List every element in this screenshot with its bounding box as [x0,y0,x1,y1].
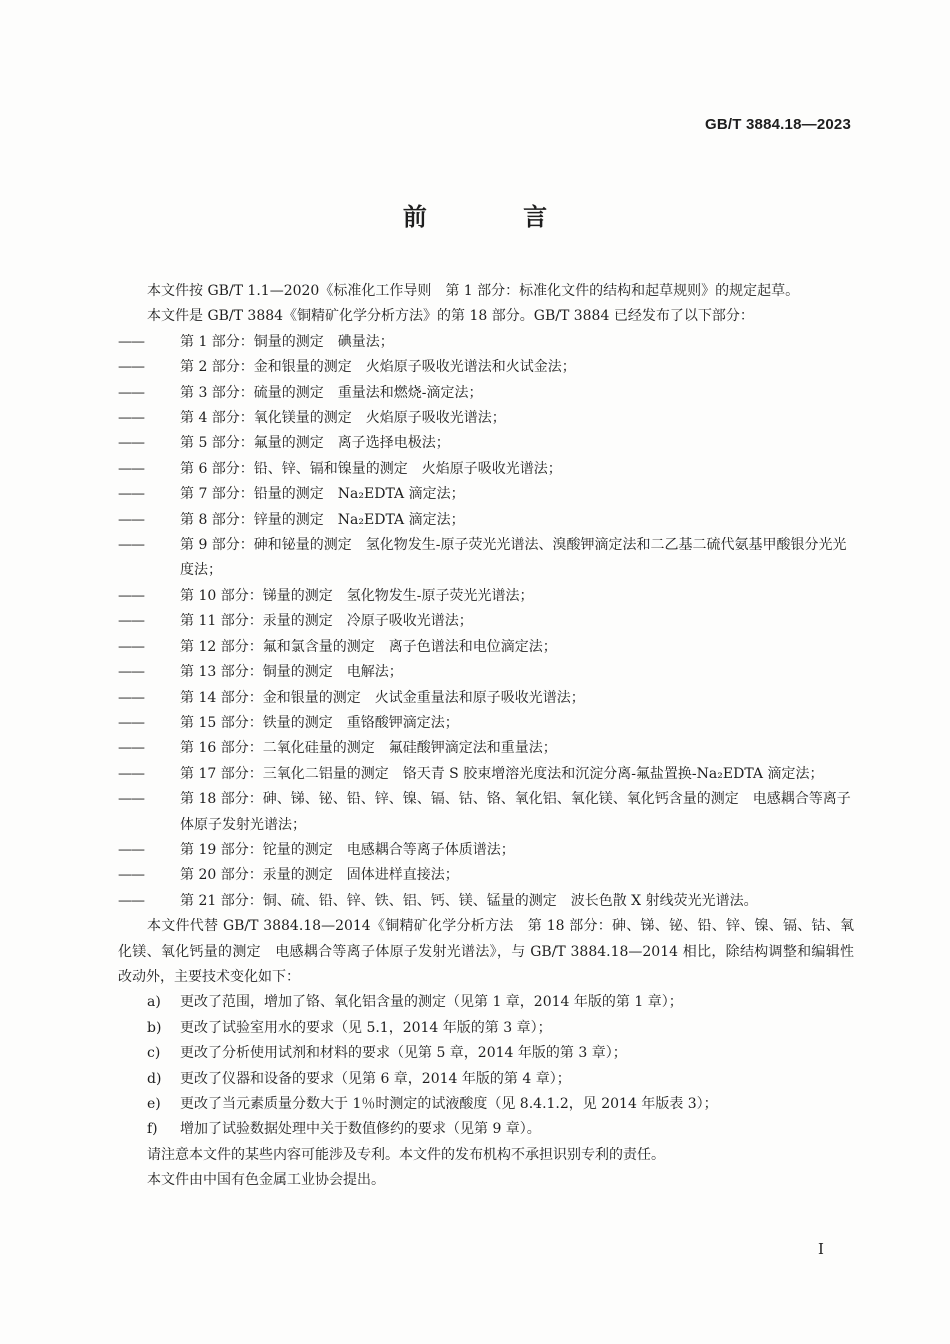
part-list-item [118,355,854,380]
change-marker: e) [147,1096,161,1112]
part-text: 第 6 部分：铅、锌、镉和镍量的测定 火焰原子吸收光谱法； [180,460,562,477]
part-list-item [118,762,854,787]
change-item [118,1041,854,1066]
part-text: 第 21 部分：铜、硫、铅、锌、铁、铝、钙、镁、锰量的测定 波长色散 X 射线荧光光谱法。 [180,892,758,909]
proposer-note: 本文件由中国有色金属工业协会提出。 [147,1172,385,1189]
part-list-item [118,838,854,863]
part-text: 第 16 部分：二氧化硅量的测定 氟硅酸钾滴定法和重量法； [180,740,557,757]
change-item [118,1117,854,1142]
part-text: 第 18 部分：砷、锑、铋、铅、锌、镍、镉、钴、铬、氧化铝、氧化镁、氧化钙含量的测定 电感耦合等离子体原子发射光谱法； [180,791,851,833]
dash-marker: —— [118,613,144,630]
part-text: 第 4 部分：氧化镁量的测定 火焰原子吸收光谱法； [180,410,506,427]
change-marker: a) [147,994,161,1011]
part-list-item [118,533,854,584]
part-text: 第 19 部分：铊量的测定 电感耦合等离子体质谱法； [180,841,515,858]
part-list-item [118,863,854,888]
change-text: 更改了分析使用试剂和材料的要求（见第 5 章，2014 年版的第 3 章）； [180,1045,627,1062]
change-text: 更改了试验室用水的要求（见 5.1，2014 年版的第 3 章）； [180,1019,552,1036]
dash-marker: —— [118,664,144,681]
part-text: 第 7 部分：铅量的测定 Na₂EDTA 滴定法； [180,486,465,503]
intro-paragraph: 本文件按 GB/T 1.1—2020《标准化工作导则 第 1 部分：标准化文件的结构和起草规则》的规定起草。 [147,283,800,299]
change-item [118,1016,854,1041]
change-marker: d) [147,1070,162,1087]
part-text: 第 10 部分：锑量的测定 氢化物发生-原子荧光光谱法； [180,587,534,604]
change-text: 更改了仪器和设备的要求（见第 6 章，2014 年版的第 4 章）； [180,1070,571,1087]
part-list-item [118,431,854,456]
change-item [118,990,854,1015]
part-list-item [118,584,854,609]
dash-marker: —— [118,587,144,604]
dash-marker: —— [118,765,144,782]
part-list-item [118,482,854,507]
dash-marker: —— [118,460,144,477]
part-list-item [118,330,854,355]
change-text: 更改了范围，增加了铬、氧化铝含量的测定（见第 1 章，2014 年版的第 1 章）； [180,994,683,1011]
part-text: 第 8 部分：锌量的测定 Na₂EDTA 滴定法； [180,511,465,528]
dash-marker: —— [118,892,144,909]
dash-marker: —— [118,714,144,731]
dash-marker: —— [118,511,144,528]
part-text: 第 15 部分：铁量的测定 重铬酸钾滴定法； [180,714,459,731]
part-list-item [118,686,854,711]
dash-marker: —— [118,740,144,757]
change-marker: f) [147,1121,158,1138]
part-text: 第 14 部分：金和银量的测定 火试金重量法和原子吸收光谱法； [180,689,585,706]
standard-number: GB/T 3884.18—2023 [705,116,851,133]
part-list-item [118,787,854,838]
part-text: 第 5 部分：氟量的测定 离子选择电极法； [180,435,450,452]
dash-marker: —— [118,486,144,503]
dash-marker: —— [118,410,144,427]
part-text: 第 9 部分：砷和铋量的测定 氢化物发生-原子荧光光谱法、溴酸钾滴定法和二乙基二硫代氨基甲酸银分光光度法； [180,537,847,579]
part-list-item [118,457,854,482]
dash-marker: —— [118,841,144,858]
dash-marker: —— [118,384,144,401]
change-item [118,1067,854,1092]
part-list-item [118,736,854,761]
part-list-item [118,406,854,431]
dash-marker: —— [118,791,144,808]
page-number: I [818,1240,824,1258]
part-list-item [118,660,854,685]
part-text: 第 20 部分：汞量的测定 固体进样直接法； [180,867,459,884]
part-list-item [118,508,854,533]
dash-marker: —— [118,333,144,350]
part-text: 第 11 部分：汞量的测定 冷原子吸收光谱法； [180,613,473,630]
parts-list [118,330,854,914]
part-text: 第 1 部分：铜量的测定 碘量法； [180,333,394,350]
dash-marker: —— [118,359,144,376]
dash-marker: —— [118,537,144,554]
patent-note: 请注意本文件的某些内容可能涉及专利。本文件的发布机构不承担识别专利的责任。 [147,1146,665,1163]
part-list-item [118,381,854,406]
change-marker: b) [147,1019,162,1036]
dash-marker: —— [118,689,144,706]
part-text: 第 2 部分：金和银量的测定 火焰原子吸收光谱法和火试金法； [180,359,576,376]
part-list-item [118,609,854,634]
change-item [118,1092,854,1117]
part-text: 第 12 部分：氟和氯含量的测定 离子色谱法和电位滴定法； [180,638,557,655]
dash-marker: —— [118,435,144,452]
dash-marker: —— [118,867,144,884]
part-text: 第 17 部分：三氧化二铝量的测定 铬天青 S 胶束增溶光度法和沉淀分离-氟盐置换-Na₂EDTA 滴定法； [180,765,824,782]
intro-paragraph: 本文件是 GB/T 3884《铜精矿化学分析方法》的第 18 部分。GB/T 3884 已经发布了以下部分： [147,308,754,325]
part-list-item [118,635,854,660]
replacement-paragraph: 本文件代替 GB/T 3884.18—2014《铜精矿化学分析方法 第 18 部分：砷、锑、铋、铅、锌、镍、镉、钴、氧化镁、氧化钙量的测定 电感耦合等离子体原子发射光谱法》，与 GB/T 3884.18—2014 相比，除结构调整和编辑性改动外，主要技术变化如下： [118,918,854,985]
change-marker: c) [147,1045,161,1062]
change-text: 增加了试验数据处理中关于数值修约的要求（见第 9 章）。 [180,1121,541,1138]
part-list-item [118,889,854,914]
change-text: 更改了当元素质量分数大于 1％时测定的试液酸度（见 8.4.1.2，见 2014 年版表 3）； [180,1096,718,1112]
page-title: 前 言 [402,203,592,231]
document-body [118,279,854,1194]
part-text: 第 13 部分：铜量的测定 电解法； [180,664,403,681]
dash-marker: —— [118,638,144,655]
changes-list [118,990,854,1142]
part-text: 第 3 部分：硫量的测定 重量法和燃烧-滴定法； [180,384,483,401]
part-list-item [118,711,854,736]
